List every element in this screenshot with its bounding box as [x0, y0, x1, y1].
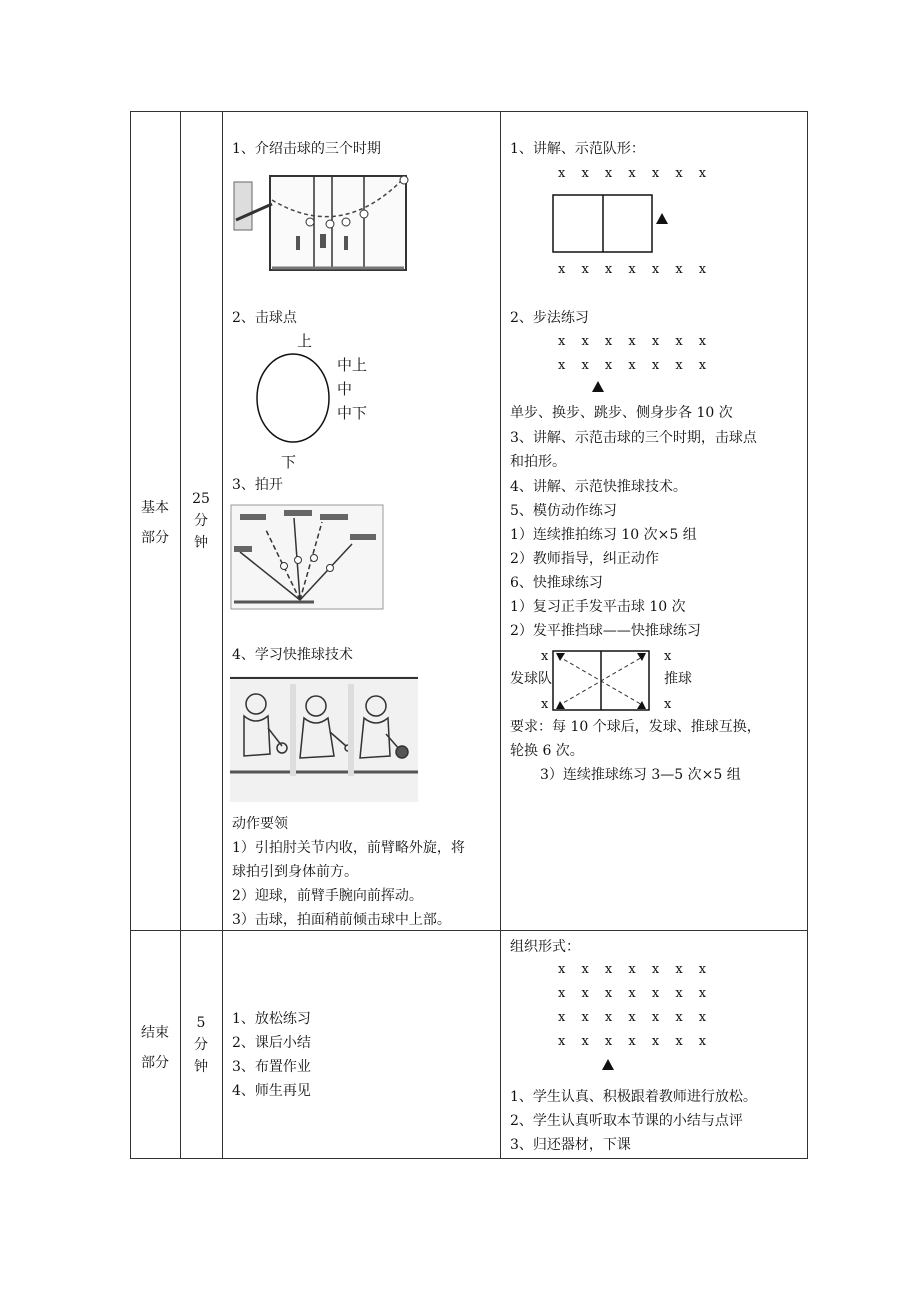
- court-x-bottom-right: x: [664, 697, 672, 712]
- org-step-6: 6、快推球练习: [510, 575, 603, 591]
- table-row-divider: [130, 930, 808, 931]
- org-step-2: 2、步法练习: [510, 310, 589, 326]
- teacher-marker: [591, 381, 605, 393]
- essential-2: 2）迎球，前臂手腕向前挥动。: [232, 888, 423, 904]
- org-step-5-2: 2）教师指导，纠正动作: [510, 551, 659, 567]
- table-top-border: [130, 111, 808, 112]
- essential-1-line-2: 球拍引到身体前方。: [232, 864, 358, 880]
- end-org-note-2: 2、学生认真听取本节课的小结与点评: [510, 1113, 743, 1129]
- court-x-top-left: x: [541, 649, 549, 664]
- end-content-item-4: 4、师生再见: [232, 1083, 311, 1099]
- table-left-border: [130, 111, 131, 1159]
- org-step-1: 1、讲解、示范队形：: [510, 141, 645, 157]
- section-label-basic: [133, 497, 177, 549]
- ball-label-upper-middle: 中上: [337, 356, 368, 374]
- org-step-5-1: 1）连续推拍练习 10 次×5 组: [510, 527, 697, 543]
- time-label-line: 25: [192, 491, 210, 507]
- org-step-4: 4、讲解、示范快推球技术。: [510, 479, 687, 495]
- table-right-border: [807, 111, 808, 1159]
- time-label-line: 分: [194, 513, 208, 529]
- table-col-divider-3: [500, 111, 501, 1159]
- formation-row: x x x x x x x: [558, 358, 713, 373]
- formation-row: x x x x x x x: [558, 1034, 713, 1049]
- time-label-line: 5: [196, 1015, 206, 1031]
- requirement-line-1: 要求：每 10 个球后，发球、推球互换，: [510, 719, 761, 735]
- steps-note: 单步、换步、跳步、侧身步各 10 次: [510, 405, 733, 421]
- org-step-6-1: 1）复习正手发平击球 10 次: [510, 599, 686, 615]
- end-content-item-2: 2、课后小结: [232, 1035, 311, 1051]
- org-step-6-2: 2）发平推挡球——快推球练习: [510, 623, 701, 639]
- org-step-3-line-2: 和拍形。: [510, 454, 566, 470]
- court-x-bottom-left: x: [541, 697, 549, 712]
- content-item-4: 4、学习快推球技术: [232, 647, 353, 663]
- formation-row: x x x x x x x: [558, 334, 713, 349]
- teacher-marker: [601, 1059, 615, 1071]
- ball-label-lower-middle: 中下: [337, 404, 368, 422]
- court-x-top-right: x: [664, 649, 672, 664]
- end-org-note-3: 3、归还器材，下课: [510, 1137, 631, 1153]
- end-org-note-1: 1、学生认真、积极跟着教师进行放松。: [510, 1089, 757, 1105]
- formation-row: x x x x x x x: [558, 1010, 713, 1025]
- table-bottom-border: [130, 1158, 808, 1159]
- org-step-3-line-1: 3、讲解、示范击球的三个时期，击球点: [510, 430, 757, 446]
- section-label-line: 基本: [141, 500, 169, 516]
- section-label-end: [133, 1022, 177, 1074]
- ball-label-top: 上: [297, 332, 313, 350]
- time-label-basic: [179, 488, 223, 554]
- essentials-title: 动作要领: [232, 816, 288, 832]
- ball-label-middle: 中: [337, 380, 353, 398]
- essential-1-line-1: 1）引拍肘关节内收，前臂略外旋，将: [232, 840, 465, 856]
- end-content-item-1: 1、放松练习: [232, 1011, 311, 1027]
- essential-3: 3）击球，拍面稍前倾击球中上部。: [232, 912, 451, 928]
- table-col-divider-1: [180, 111, 181, 1159]
- figure-racket-angles: [230, 504, 384, 610]
- figure-ball-hitting-points: [255, 352, 335, 446]
- org-step-6-3: 3）连续推球练习 3—5 次×5 组: [540, 767, 741, 783]
- time-label-line: 分: [194, 1037, 208, 1053]
- figure-hitting-periods: [232, 172, 420, 278]
- serve-team-label: [510, 669, 552, 689]
- section-label-line: 部分: [141, 1055, 169, 1071]
- org-step-5: 5、模仿动作练习: [510, 503, 617, 519]
- end-content-item-3: 3、布置作业: [232, 1059, 311, 1075]
- section-label-line: 部分: [141, 530, 169, 546]
- figure-court-formation: [552, 194, 672, 254]
- serve-team-label-text: 发球队: [510, 671, 552, 687]
- formation-row: x x x x x x x: [558, 166, 713, 181]
- time-label-end: [179, 1012, 223, 1078]
- time-label-line: 钟: [194, 1059, 208, 1075]
- table-col-divider-2: [222, 111, 223, 1159]
- content-item-3: 3、拍开: [232, 477, 283, 493]
- formation-row: x x x x x x x: [558, 962, 713, 977]
- formation-row: x x x x x x x: [558, 262, 713, 277]
- figure-push-technique-photo: [230, 676, 418, 802]
- time-label-line: 钟: [194, 535, 208, 551]
- requirement-line-2: 轮换 6 次。: [510, 743, 584, 759]
- push-team-label: 推球: [664, 671, 692, 687]
- section-label-line: 结束: [141, 1025, 169, 1041]
- figure-push-practice-court: [552, 650, 652, 712]
- content-item-1: 1、介绍击球的三个时期: [232, 141, 381, 157]
- ball-label-bottom: 下: [281, 453, 297, 471]
- end-org-title: 组织形式：: [510, 939, 580, 955]
- formation-row: x x x x x x x: [558, 986, 713, 1001]
- content-item-2: 2、击球点: [232, 310, 297, 326]
